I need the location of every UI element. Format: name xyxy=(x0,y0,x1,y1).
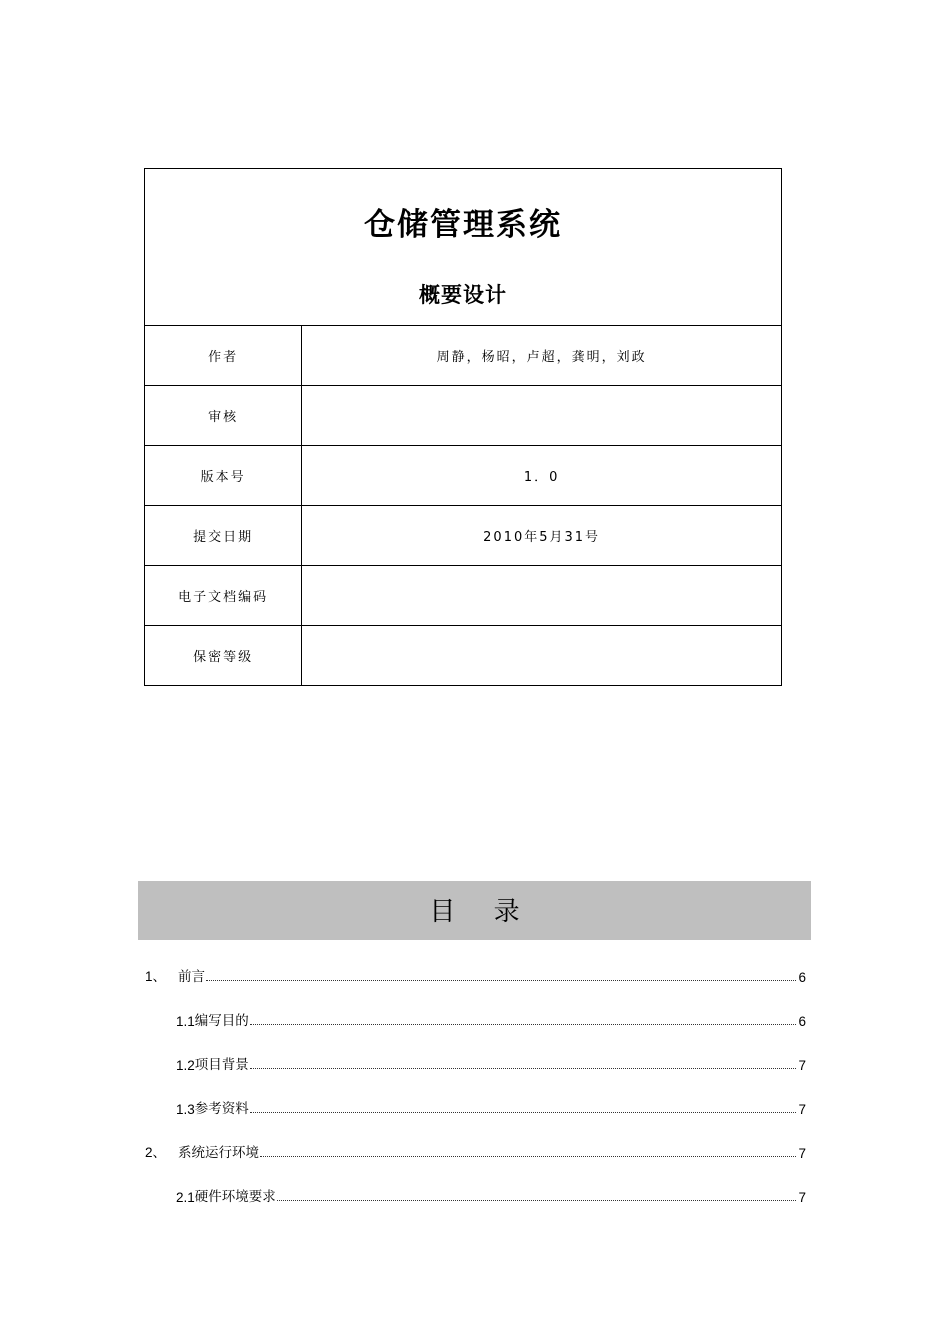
toc-entry-page: 7 xyxy=(798,1058,806,1073)
toc-entry-number: 2.1 xyxy=(176,1190,195,1205)
toc-leader-dots xyxy=(250,1067,796,1069)
toc-entry-references[interactable] xyxy=(176,1097,806,1117)
version-value: 1．0 xyxy=(302,446,782,506)
document-code-value xyxy=(302,566,782,626)
security-level-label: 保密等级 xyxy=(145,626,302,686)
toc-leader-dots xyxy=(250,1111,796,1113)
reviewer-label: 审核 xyxy=(145,386,302,446)
author-label: 作者 xyxy=(145,326,302,386)
submit-date-value: 2010年5月31号 xyxy=(302,506,782,566)
toc-entry-preface[interactable] xyxy=(145,965,806,985)
title-cell xyxy=(145,169,782,326)
toc-entry-title: 系统运行环境 xyxy=(178,1145,259,1160)
submit-date-label: 提交日期 xyxy=(145,506,302,566)
toc-entry-page: 6 xyxy=(798,1014,806,1029)
document-title: 仓储管理系统 xyxy=(364,207,562,243)
reviewer-value xyxy=(302,386,782,446)
security-level-value xyxy=(302,626,782,686)
document-subtitle: 概要设计 xyxy=(419,282,507,307)
toc-entry-page: 7 xyxy=(798,1190,806,1205)
toc-leader-dots xyxy=(206,979,796,981)
toc-entry-page: 7 xyxy=(798,1102,806,1117)
toc-entry-title: 前言 xyxy=(178,969,205,984)
toc-entry-number: 1.1 xyxy=(176,1014,195,1029)
toc-entry-title: 项目背景 xyxy=(194,1057,249,1072)
version-label: 版本号 xyxy=(145,446,302,506)
toc-entry-number: 1.3 xyxy=(176,1102,195,1117)
toc-entry-hardware-requirements[interactable] xyxy=(176,1185,806,1205)
toc-entry-title: 编写目的 xyxy=(194,1013,249,1028)
toc-entry-title: 硬件环境要求 xyxy=(194,1189,276,1204)
toc-entry-page: 7 xyxy=(798,1146,806,1161)
toc-entry-number: 1、 xyxy=(145,969,167,984)
document-code-label: 电子文档编码 xyxy=(145,566,302,626)
author-value: 周静，杨昭，卢超，龚明，刘政 xyxy=(302,326,782,386)
toc-entry-page: 6 xyxy=(798,970,806,985)
toc-entry-title: 参考资料 xyxy=(194,1101,249,1116)
toc-entry-number: 2、 xyxy=(145,1145,167,1160)
toc-entry-number: 1.2 xyxy=(176,1058,195,1073)
toc-heading: 目 录 xyxy=(138,881,811,940)
toc-entry-purpose[interactable] xyxy=(176,1009,806,1029)
toc-entry-runtime-environment[interactable] xyxy=(145,1141,806,1161)
toc-leader-dots xyxy=(250,1023,796,1025)
toc-leader-dots xyxy=(260,1155,796,1157)
toc-entry-background[interactable] xyxy=(176,1053,806,1073)
cover-info-table xyxy=(144,168,782,686)
toc-leader-dots xyxy=(277,1199,796,1201)
